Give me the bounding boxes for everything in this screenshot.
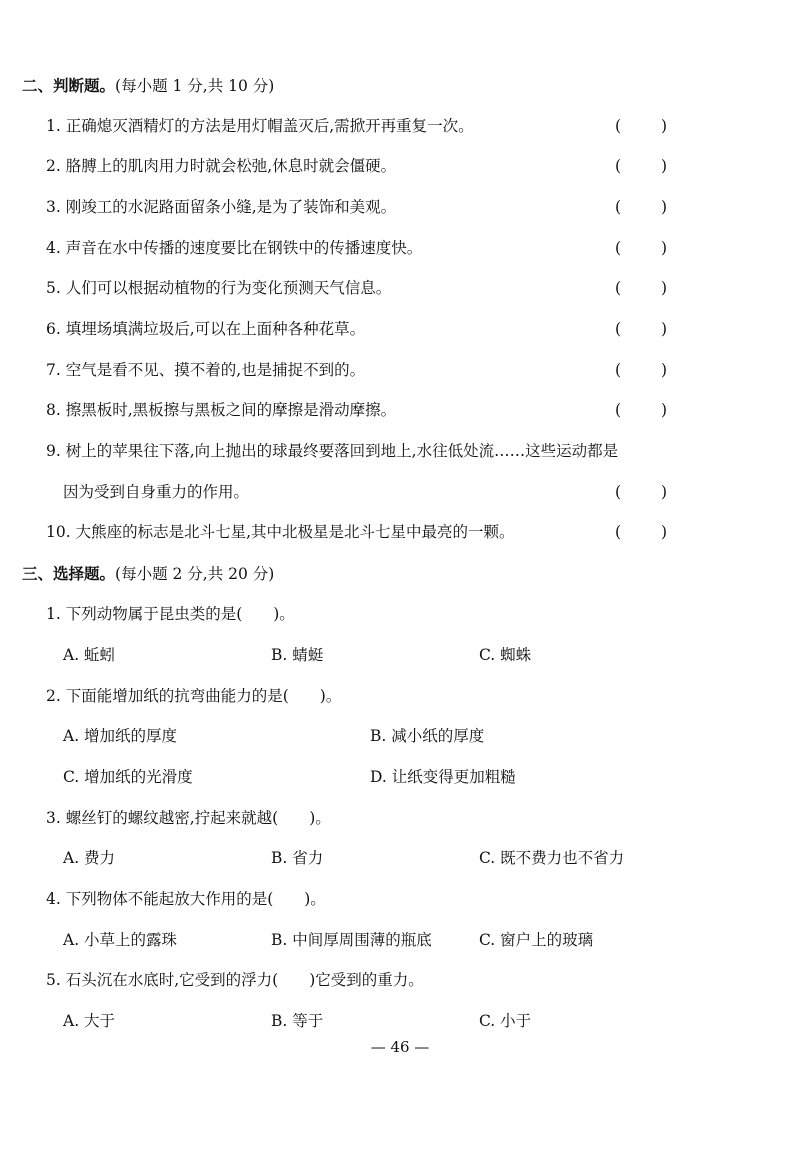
page-number: — 46 — xyxy=(370,1038,430,1056)
section3-note: (每小题 2 分,共 20 分) xyxy=(115,565,275,583)
tf-item-9: 9. 树上的苹果往下落,向上抛出的球最终要落回到地上,水往低处流……这些运动都是 xyxy=(46,442,619,460)
option-a[interactable]: A. 蚯蚓 xyxy=(63,646,116,664)
tf-item-5: 5. 人们可以根据动植物的行为变化预测天气信息。 ( ) xyxy=(46,279,667,297)
mc-question-4: 4. 下列物体不能起放大作用的是( )。 xyxy=(46,890,326,908)
section2-heading: 二、判断题。(每小题 1 分,共 10 分) xyxy=(22,77,275,95)
option-c[interactable]: C. 既不费力也不省力 xyxy=(479,849,625,867)
section2-note: (每小题 1 分,共 10 分) xyxy=(115,77,275,95)
tf-item-4: 4. 声音在水中传播的速度要比在钢铁中的传播速度快。 ( ) xyxy=(46,239,667,257)
mc-options-1 xyxy=(0,635,800,675)
option-a[interactable]: A. 小草上的露珠 xyxy=(63,931,178,949)
mc-options-5 xyxy=(0,1001,800,1041)
tf-item-8: 8. 擦黑板时,黑板擦与黑板之间的摩擦是滑动摩擦。 ( ) xyxy=(46,401,667,419)
option-c[interactable]: C. 窗户上的玻璃 xyxy=(479,931,594,949)
tf-item-6: 6. 填埋场填满垃圾后,可以在上面种各种花草。 ( ) xyxy=(46,320,667,338)
mc-options-2b xyxy=(0,757,800,797)
option-b[interactable]: B. 中间厚周围薄的瓶底 xyxy=(271,931,432,949)
mc-options-2a xyxy=(0,716,800,756)
mc-question-2: 2. 下面能增加纸的抗弯曲能力的是( )。 xyxy=(46,687,342,705)
tf-item-2: 2. 胳膊上的肌肉用力时就会松弛,休息时就会僵硬。 ( ) xyxy=(46,157,667,175)
option-a[interactable]: A. 费力 xyxy=(63,849,116,867)
mc-question-5: 5. 石头沉在水底时,它受到的浮力( )它受到的重力。 xyxy=(46,971,424,989)
option-b[interactable]: B. 蜻蜓 xyxy=(271,646,324,664)
option-b[interactable]: B. 等于 xyxy=(271,1012,324,1030)
mc-options-3 xyxy=(0,838,800,878)
option-c[interactable]: C. 小于 xyxy=(479,1012,532,1030)
option-a[interactable]: A. 增加纸的厚度 xyxy=(63,727,178,745)
option-b[interactable]: B. 减小纸的厚度 xyxy=(370,727,485,745)
tf-item-7: 7. 空气是看不见、摸不着的,也是捕捉不到的。 ( ) xyxy=(46,361,667,379)
tf-item-10: 10. 大熊座的标志是北斗七星,其中北极星是北斗七星中最亮的一颗。 ( ) xyxy=(46,523,667,541)
option-d[interactable]: D. 让纸变得更加粗糙 xyxy=(370,768,516,786)
tf-item-9-cont: 因为受到自身重力的作用。 ( ) xyxy=(63,483,667,501)
mc-options-4 xyxy=(0,920,800,960)
tf-item-1: 1. 正确熄灭酒精灯的方法是用灯帽盖灭后,需掀开再重复一次。 ( ) xyxy=(46,117,667,135)
option-c[interactable]: C. 增加纸的光滑度 xyxy=(63,768,193,786)
tf-item-3: 3. 刚竣工的水泥路面留条小缝,是为了装饰和美观。 ( ) xyxy=(46,198,667,216)
option-b[interactable]: B. 省力 xyxy=(271,849,324,867)
option-a[interactable]: A. 大于 xyxy=(63,1012,116,1030)
option-c[interactable]: C. 蜘蛛 xyxy=(479,646,532,664)
section3-heading: 三、选择题。(每小题 2 分,共 20 分) xyxy=(22,565,275,583)
mc-question-3: 3. 螺丝钉的螺纹越密,拧起来就越( )。 xyxy=(46,809,331,827)
section2-heading-line xyxy=(0,66,800,106)
mc-question-1: 1. 下列动物属于昆虫类的是( )。 xyxy=(46,605,295,623)
section3-heading-line xyxy=(0,554,800,594)
